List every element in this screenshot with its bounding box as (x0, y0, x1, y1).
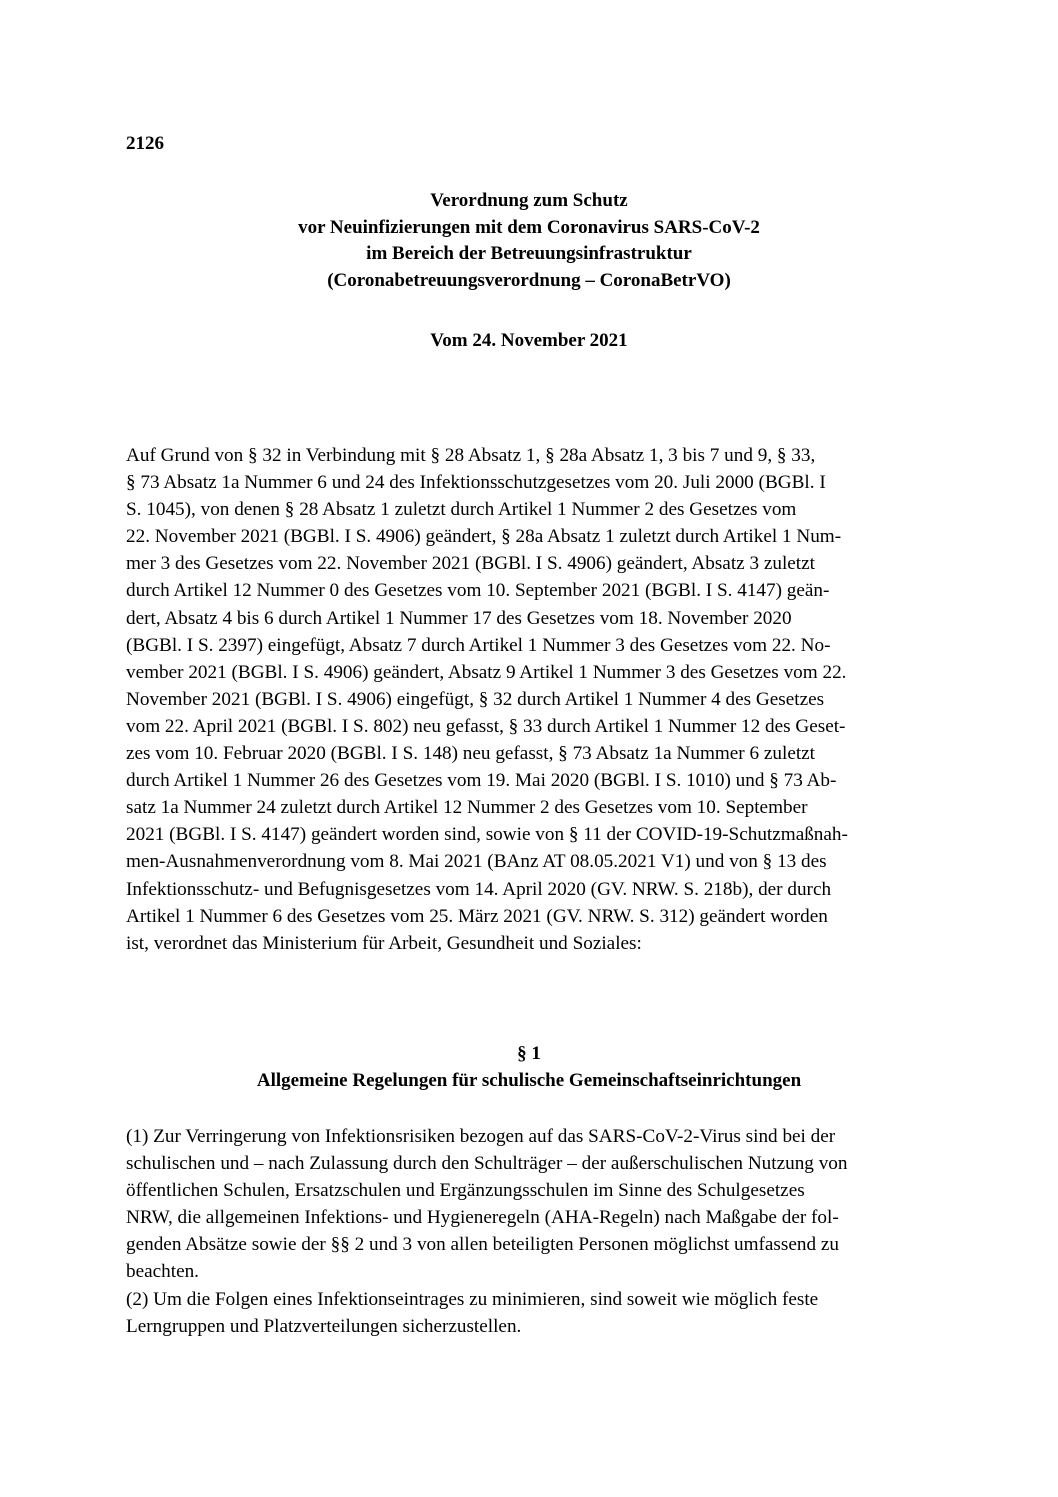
title-line: Verordnung zum Schutz (430, 190, 628, 211)
preamble-line: § 73 Absatz 1a Nummer 6 und 24 des Infektionsschutzgesetzes vom 20. Juli 2000 (BGBl. I (126, 472, 826, 494)
section-body (126, 1123, 940, 1340)
preamble-line: satz 1a Nummer 24 zuletzt durch Artikel 12 Nummer 2 des Gesetzes vom 10. September (126, 797, 808, 819)
preamble-line: vember 2021 (BGBl. I S. 4906) geändert, Absatz 9 Artikel 1 Nummer 3 des Gesetzes vom 22. (126, 661, 847, 683)
preamble-line: Auf Grund von § 32 in Verbindung mit § 28 Absatz 1, § 28a Absatz 1, 3 bis 7 und 9, § 33, (126, 445, 816, 466)
preamble-line: mer 3 des Gesetzes vom 22. November 2021 (BGBl. I S. 4906) geändert, Absatz 3 zuletzt (126, 553, 815, 575)
preamble-line: Artikel 1 Nummer 6 des Gesetzes vom 25. März 2021 (GV. NRW. S. 312) geändert worden (126, 905, 828, 927)
preamble-line: durch Artikel 1 Nummer 26 des Gesetzes vom 19. Mai 2020 (BGBl. I S. 1010) und § 73 Ab- (126, 770, 837, 792)
preamble-line: 22. November 2021 (BGBl. I S. 4906) geändert, § 28a Absatz 1 zuletzt durch Artikel 1 Num- (126, 526, 842, 548)
title-line: (Coronabetreuungsverordnung – CoronaBetrVO) (327, 269, 731, 291)
preamble-line: durch Artikel 12 Nummer 0 des Gesetzes vom 10. September 2021 (BGBl. I S. 4147) geän- (126, 580, 830, 602)
section-line: genden Absätze sowie der §§ 2 und 3 von allen beteiligten Personen möglichst umfassend zu (126, 1234, 839, 1256)
section-line: (2) Um die Folgen eines Infektionseintrages zu minimieren, sind soweit wie möglich feste (126, 1288, 819, 1310)
preamble-line: vom 22. April 2021 (BGBl. I S. 802) neu gefasst, § 33 durch Artikel 1 Nummer 12 des Geset- (126, 715, 846, 737)
preamble-line: ist, verordnet das Ministerium für Arbeit, Gesundheit und Soziales: (126, 932, 642, 954)
title-line: im Bereich der Betreuungsinfrastruktur (366, 243, 692, 264)
section-number: § 1 (517, 1043, 541, 1064)
section-line: öffentlichen Schulen, Ersatzschulen und Ergänzungsschulen im Sinne des Schulgesetzes (126, 1180, 805, 1202)
section-title: Allgemeine Regelungen für schulische Gemeinschaftseinrichtungen (256, 1070, 802, 1091)
title-line: vor Neuinfizierungen mit dem Coronavirus SARS-CoV-2 (298, 216, 760, 238)
document-number: 2126 (126, 133, 164, 154)
preamble-line: 2021 (BGBl. I S. 4147) geändert worden sind, sowie von § 11 der COVID-19-Schutzmaßnah- (126, 824, 848, 846)
preamble-line: November 2021 (BGBl. I S. 4906) eingefügt, § 32 durch Artikel 1 Nummer 4 des Gesetzes (126, 688, 825, 710)
section-line: Lerngruppen und Platzverteilungen sicherzustellen. (126, 1315, 522, 1337)
preamble-line: (BGBl. I S. 2397) eingefügt, Absatz 7 durch Artikel 1 Nummer 3 des Gesetzes vom 22. No- (126, 634, 831, 656)
preamble-line: zes vom 10. Februar 2020 (BGBl. I S. 148) neu gefasst, § 73 Absatz 1a Nummer 6 zuletzt (126, 743, 816, 765)
document-date: Vom 24. November 2021 (430, 330, 628, 351)
section-line: NRW, die allgemeinen Infektions- und Hygieneregeln (AHA-Regeln) nach Maßgabe der fol- (126, 1207, 839, 1229)
section-line: schulischen und – nach Zulassung durch den Schulträger – der außerschulischen Nutzung von (126, 1153, 848, 1175)
preamble-line: Infektionsschutz- und Befugnisgesetzes vom 14. April 2020 (GV. NRW. S. 218b), der durch (126, 878, 832, 900)
preamble (126, 442, 940, 957)
section-line: (1) Zur Verringerung von Infektionsrisiken bezogen auf das SARS-CoV-2-Virus sind bei der (126, 1126, 836, 1147)
section-line: beachten. (126, 1261, 199, 1283)
preamble-line: men-Ausnahmenverordnung vom 8. Mai 2021 (BAnz AT 08.05.2021 V1) und von § 13 des (126, 851, 827, 873)
document-title (126, 188, 932, 294)
preamble-line: dert, Absatz 4 bis 6 durch Artikel 1 Nummer 17 des Gesetzes vom 18. November 2020 (126, 607, 792, 629)
preamble-line: S. 1045), von denen § 28 Absatz 1 zuletzt durch Artikel 1 Nummer 2 des Gesetzes vom (126, 499, 797, 521)
